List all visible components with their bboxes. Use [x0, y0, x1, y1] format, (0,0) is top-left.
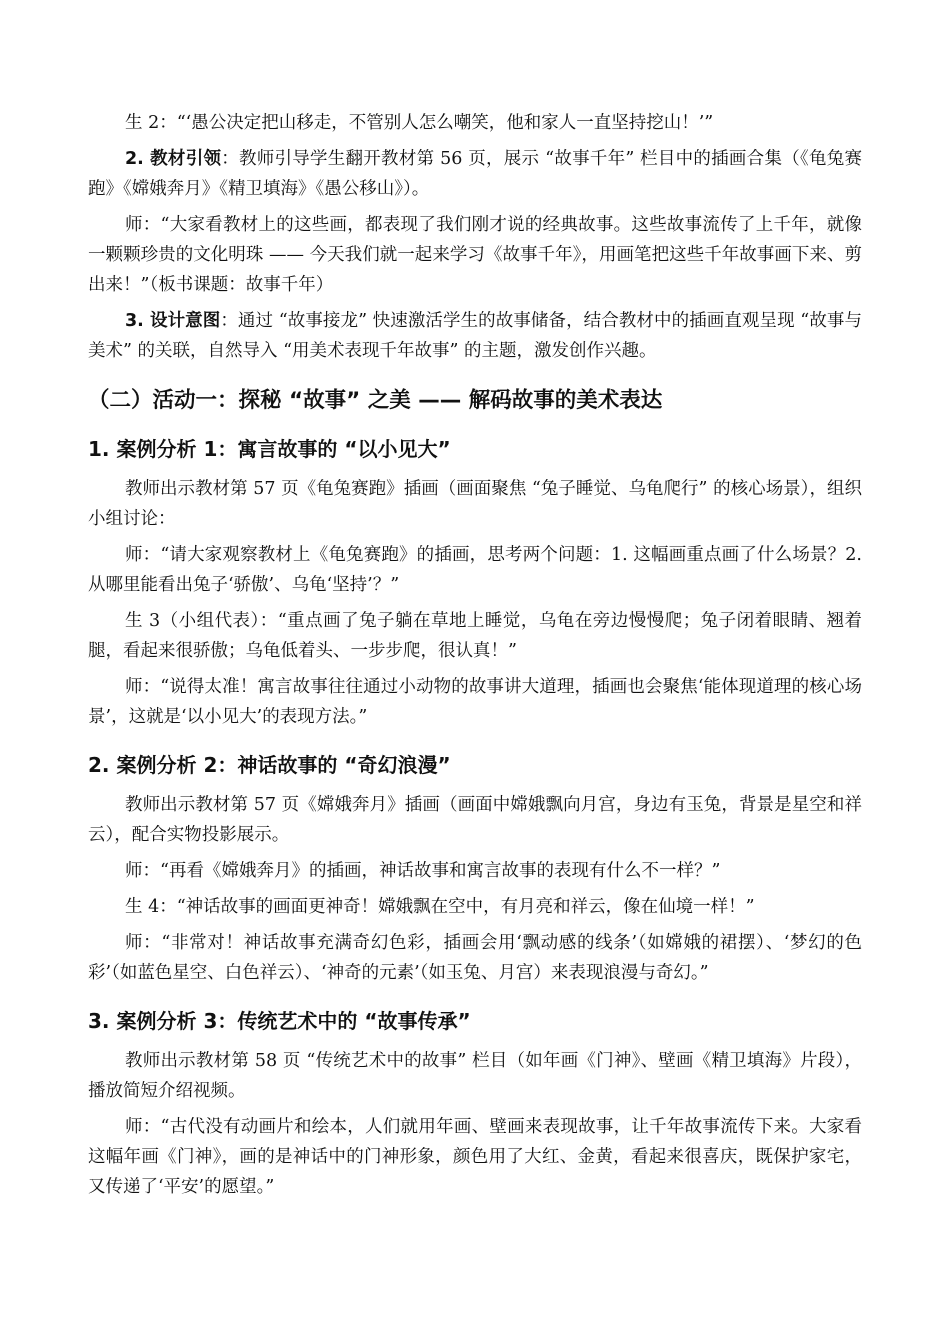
paragraph-textbook-guide — [88, 144, 862, 204]
text-textbook-guide: ：教师引导学生翻开教材第 56 页，展示 “故事千年” 栏目中的插画合集（《龟兔赛跑》《嫦娥奔月》《精卫填海》《愚公移山》）。 — [88, 149, 862, 199]
document-page — [88, 108, 862, 1202]
case2-paragraph-4: 师：“非常对！神话故事充满奇幻色彩，插画会用‘飘动感的线条’（如嫦娥的裙摆）、‘梦幻的色彩’（如蓝色星空、白色祥云）、‘神奇的元素’（如玉兔、月宫）来表现浪漫与奇幻。” — [88, 933, 862, 983]
case2-paragraph-3: 生 4：“神话故事的画面更神奇！嫦娥飘在空中，有月亮和祥云，像在仙境一样！” — [125, 897, 755, 917]
case2-paragraph-1: 教师出示教材第 57 页《嫦娥奔月》插画（画面中嫦娥飘向月宫，身边有玉兔，背景是星空和祥云），配合实物投影展示。 — [88, 795, 862, 845]
case3-paragraph-1: 教师出示教材第 58 页 “传统艺术中的故事” 栏目（如年画《门神》、壁画《精卫填海》片段），播放简短介绍视频。 — [88, 1051, 862, 1101]
text-design-intent: ：通过 “故事接龙” 快速激活学生的故事储备，结合教材中的插画直观呈现 “故事与美术” 的关联，自然导入 “用美术表现千年故事” 的主题，激发创作兴趣。 — [88, 311, 863, 361]
section-heading-activity1: （二）活动一：探秘 “故事” 之美 —— 解码故事的美术表达 — [88, 388, 663, 413]
case1-heading: 1. 案例分析 1：寓言故事的 “以小见大” — [88, 437, 451, 461]
paragraph-design-intent — [88, 306, 862, 366]
case1-paragraph-2: 师：“请大家观察教材上《龟兔赛跑》的插画，思考两个问题：1. 这幅画重点画了什么场景？2. 从哪里能看出兔子‘骄傲’、乌龟‘坚持’？” — [88, 545, 862, 595]
case2-heading: 2. 案例分析 2：神话故事的 “奇幻浪漫” — [88, 753, 451, 777]
label-design-intent: 3. 设计意图 — [125, 311, 221, 331]
case1-paragraph-4: 师：“说得太准！寓言故事往往通过小动物的故事讲大道理，插画也会聚焦‘能体现道理的核心场景’，这就是‘以小见大’的表现方法。” — [88, 677, 862, 727]
case3-heading: 3. 案例分析 3：传统艺术中的 “故事传承” — [88, 1009, 471, 1033]
case2-paragraph-2: 师：“再看《嫦娥奔月》的插画，神话故事和寓言故事的表现有什么不一样？” — [125, 861, 721, 881]
paragraph-teacher-intro: 师：“大家看教材上的这些画，都表现了我们刚才说的经典故事。这些故事流传了上千年，就像一颗颗珍贵的文化明珠 —— 今天我们就一起来学习《故事千年》，用画笔把这些千年故事画下来、剪出来！”（板书课题：故事千年） — [88, 215, 862, 295]
case1-paragraph-1: 教师出示教材第 57 页《龟兔赛跑》插画（画面聚焦 “兔子睡觉、乌龟爬行” 的核心场景），组织小组讨论： — [88, 479, 862, 529]
case1-paragraph-3: 生 3（小组代表）：“重点画了兔子躺在草地上睡觉，乌龟在旁边慢慢爬；兔子闭着眼睛、翘着腿，看起来很骄傲；乌龟低着头、一步步爬，很认真！” — [88, 611, 862, 661]
label-textbook-guide: 2. 教材引领 — [125, 149, 222, 169]
case3-paragraph-2: 师：“古代没有动画片和绘本，人们就用年画、壁画来表现故事，让千年故事流传下来。大家看这幅年画《门神》，画的是神话中的门神形象，颜色用了大红、金黄，看起来很喜庆，既保护家宅，又传递了‘平安’的愿望。” — [88, 1117, 862, 1197]
paragraph-student2-quote: 生 2：“‘愚公决定把山移走，不管别人怎么嘲笑，他和家人一直坚持挖山！’” — [125, 113, 714, 133]
